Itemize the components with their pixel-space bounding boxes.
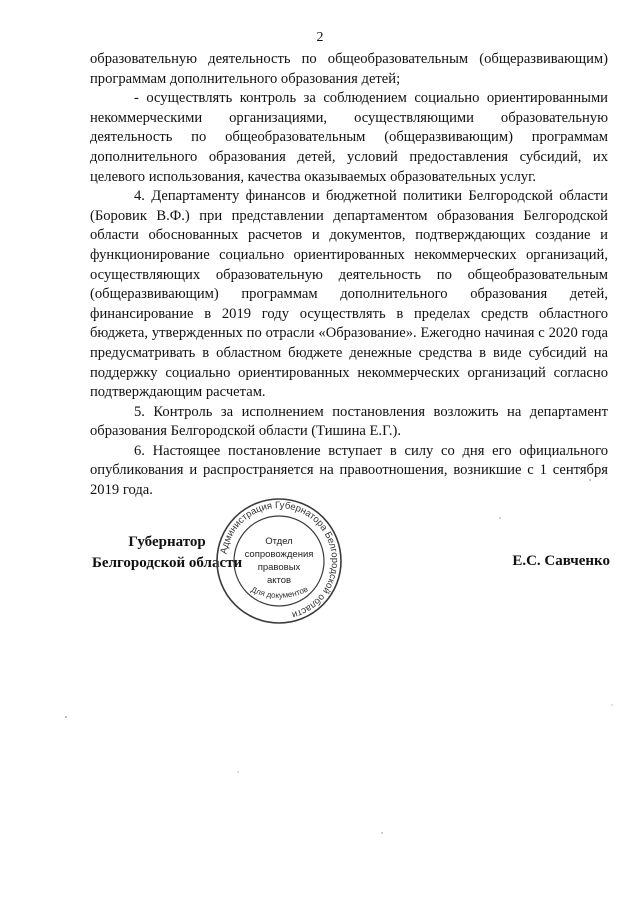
scan-dot (499, 517, 500, 518)
scan-dot (65, 716, 67, 718)
paragraph-item-6: 6. Настоящее постановление вступает в силу со дня его официального опубликования и распространяется на правоотношения, возникшие с 1 сентября 2019 года. (90, 442, 608, 499)
paragraph-control-item: - осуществлять контроль за соблюдением социально ориентированными некоммерческими организациями, осуществляющими образовательную деятельность по общеобразовательным (общеразвивающим) программам дополнительного образования детей, условий предоставления субсидий, их целевого использования, качества оказываемых образовательных услуг. (90, 90, 608, 185)
paragraph-continuation: образовательную деятельность по общеобразовательным (общеразвивающим) программам дополнительного образования детей; (90, 51, 608, 87)
paragraph-item-5: 5. Контроль за исполнением постановления возложить на департамент образования Белгородской области (Тишина Е.Г.). (90, 403, 608, 440)
signatory-name: Е.С. Савченко (512, 553, 610, 569)
stamp-center-line-4: актов (266, 575, 292, 586)
stamp-center-line-3: правовых (257, 562, 301, 573)
stamp-bottom-text: Для документов (249, 584, 310, 601)
stamp-ring-text: Администрация Губернатора Белгородской области (218, 499, 341, 621)
scan-dot (237, 771, 238, 772)
document-body (90, 50, 608, 501)
paragraph-item-4: 4. Департаменту финансов и бюджетной политики Белгородской области (Боровик В.Ф.) при представлении департаментом образования Белгородской области обоснованных расчетов и документов, подтверждающих создание и функционирование социально ориентированных некоммерческих организаций, осуществляющих образовательную деятельность по общеобразовательным (общеразвивающим) программам дополнительного образования детей, финансирование в 2019 году осуществлять в пределах средств областного бюджета, утвержденных по отрасли «Образование». Ежегодно начиная с 2020 года предусматривать в областном бюджете денежные средства в виде субсидий на поддержку социально ориентированных некоммерческих организаций согласно подтверждающим расчетам. (90, 188, 608, 401)
scan-dot (611, 704, 612, 705)
page-number: 2 (316, 30, 324, 45)
signatory-title-line2: Белгородской области (92, 555, 243, 571)
stamp-center-line-1: Отдел (265, 536, 293, 547)
signatory-title-line1: Губернатор (128, 534, 206, 550)
official-stamp (214, 496, 344, 626)
stamp-center-line-2: сопровождения (244, 549, 314, 560)
scan-dot (381, 832, 382, 833)
